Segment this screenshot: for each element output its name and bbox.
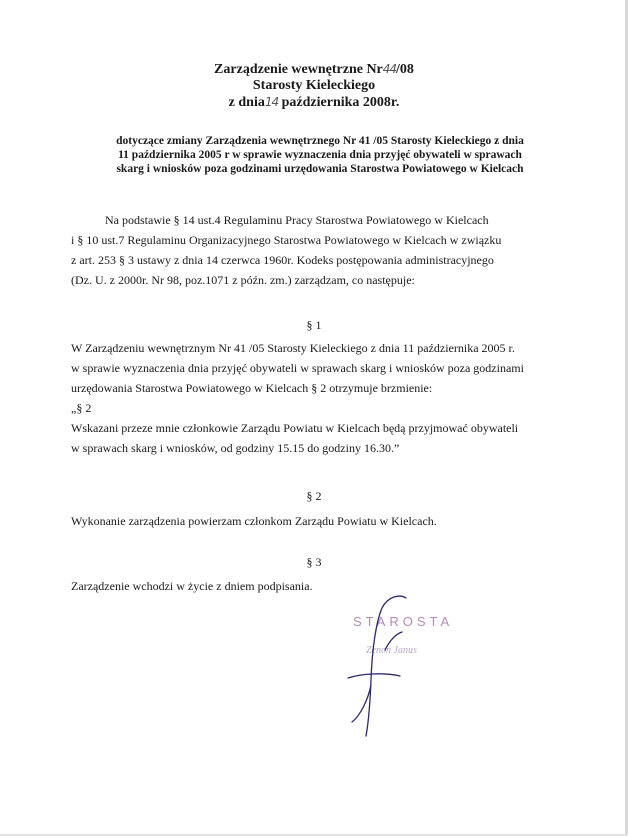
section-1-heading: § 1 xyxy=(306,318,322,332)
section-3-body: Zarządzenie wchodzi w życie z dniem podpisania. xyxy=(71,579,313,593)
section-2-body: Wykonanie zarządzenia powierzam członkom Zarządu Powiatu w Kielcach. xyxy=(71,514,437,528)
title-line-2: Starosty Kieleckiego xyxy=(252,78,376,93)
section-1-line: w sprawach skarg i wniosków, od godziny 15.15 do godziny 16.30.” xyxy=(71,441,400,455)
preamble-line-4: (Dz. U. z 2000r. Nr 98, poz.1071 z późn. zm.) zarządzam, co następuje: xyxy=(71,273,415,287)
handwritten-number: 44 xyxy=(382,62,397,76)
preamble-line-2: i § 10 ust.7 Regulaminu Organizacyjnego Starostwa Powiatowego w Kielcach w związku xyxy=(71,233,502,247)
signature-icon xyxy=(330,590,420,740)
subject-line-1: dotyczące zmiany Zarządzenia wewnętrznego Nr 41 /05 Starosty Kieleckiego z dnia xyxy=(116,135,524,147)
section-1-line: W Zarządzeniu wewnętrznym Nr 41 /05 Starosty Kieleckiego z dnia 11 października 2005 r. xyxy=(71,341,515,355)
section-1-body xyxy=(71,338,571,458)
document-subject xyxy=(90,134,550,176)
document-title xyxy=(0,61,628,111)
starosta-stamp: STAROSTA xyxy=(353,614,454,629)
stamp-name: Zenon Janus xyxy=(366,645,417,656)
preamble-line-1: Na podstawie § 14 ust.4 Regulaminu Pracy Starostwa Powiatowego w Kielcach xyxy=(105,213,489,227)
section-1-line: Wskazani przeze mnie członkowie Zarządu Powiatu w Kielcach będą przyjmować obywateli xyxy=(71,421,519,435)
title-suffix: /08 xyxy=(396,62,414,77)
date-suffix: października 2008r. xyxy=(278,95,400,110)
date-prefix: z dnia xyxy=(228,95,265,110)
title-prefix: Zarządzenie wewnętrzne Nr xyxy=(214,62,383,77)
section-3-heading: § 3 xyxy=(306,555,322,569)
section-2-heading: § 2 xyxy=(306,489,322,503)
title-line-3 xyxy=(0,94,628,111)
preamble xyxy=(71,210,571,290)
section-1-line: w sprawie wyznaczenia dnia przyjęć obywateli w sprawach skarg i wniosków poza godzinami xyxy=(71,361,524,375)
section-1-line: urzędowania Starostwa Powiatowego w Kielcach § 2 otrzymuje brzmienie: xyxy=(71,381,433,395)
subject-line-2: 11 października 2005 r w sprawie wyznaczenia dnia przyjęć obywateli w sprawach xyxy=(118,149,522,161)
section-1-line: „§ 2 xyxy=(71,401,92,415)
handwritten-day: 14 xyxy=(264,95,279,109)
title-line-1 xyxy=(0,61,628,78)
subject-line-3: skarg i wniosków poza godzinami urzędowania Starostwa Powiatowego w Kielcach xyxy=(116,163,524,175)
preamble-line-3: z art. 253 § 3 ustawy z dnia 14 czerwca 1960r. Kodeks postępowania administracyjnego xyxy=(71,253,494,267)
